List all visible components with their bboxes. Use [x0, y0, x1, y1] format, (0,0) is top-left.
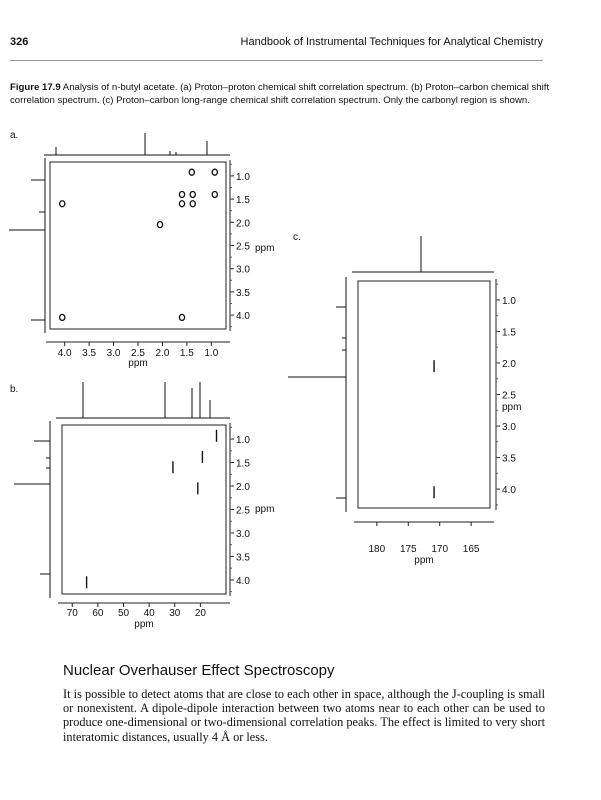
panel-b-y-tick-label: 2.5 [236, 505, 250, 517]
panel-c-top-spectrum [352, 236, 494, 272]
panel-a-x-tick-label: 2.5 [131, 348, 145, 359]
section-title: Nuclear Overhauser Effect Spectroscopy [63, 662, 335, 679]
panel-a-y-tick-label: 1.5 [236, 195, 250, 207]
panel-a-cross-peak [212, 191, 217, 197]
panel-a-cross-peak [179, 314, 184, 320]
panel-c-y-tick-label: 3.5 [502, 453, 516, 465]
panel-a-x-unit: ppm [128, 358, 148, 369]
panel-a-cross-peak [190, 191, 195, 197]
panel-a-cross-peak [157, 222, 162, 228]
panel-a-y-tick-label: 3.0 [236, 264, 250, 276]
panel-a-cross-peak [60, 314, 65, 320]
panel-a-y-tick-label: 3.5 [236, 287, 250, 299]
panel-b-y-tick-label: 4.0 [236, 575, 250, 587]
panel-a-y-tick-label: 2.5 [236, 241, 250, 253]
panel-a-x-tick-label: 3.5 [82, 348, 97, 359]
panel-c-frame [358, 281, 490, 508]
panel-a-side-spectrum [9, 158, 45, 333]
panel-a-cross-peak [60, 201, 65, 207]
panel-b-x-tick-label: 20 [194, 608, 206, 619]
panel-b-x-tick-label: 70 [66, 608, 78, 619]
panel-a-cross-peak [190, 201, 195, 207]
panel-b-y-tick-label: 3.0 [236, 528, 250, 540]
panel-b-side-spectrum [14, 421, 50, 598]
panel-a-x-tick-label: 4.0 [57, 348, 72, 359]
panel-b-x-tick-label: 40 [143, 608, 155, 619]
panel-a-cross-peak [189, 169, 194, 175]
panel-a-x-tick-label: 1.5 [179, 348, 194, 359]
panel-c-x-tick-label: 175 [399, 544, 417, 555]
panel-label-c: c. [293, 232, 301, 243]
panel-c-x-tick-label: 165 [462, 544, 480, 555]
panel-a-x-tick-label: 2.0 [155, 348, 170, 359]
panel-c-y-tick-label: 3.0 [502, 422, 516, 434]
panel-b-y-tick-label: 3.5 [236, 552, 250, 564]
panel-c-x-tick-label: 170 [431, 544, 449, 555]
panel-c-y-tick-label: 1.5 [502, 327, 516, 339]
panel-a-cross-peak [179, 201, 184, 207]
panel-c-y-tick-label: 2.0 [502, 358, 516, 370]
panel-a-x-tick-label: 3.0 [106, 348, 121, 359]
panel-a-x-tick-label: 1.0 [204, 348, 219, 359]
panel-a-y-tick-label: 1.0 [236, 171, 250, 183]
panel-c-y-tick-label: 1.0 [502, 295, 516, 307]
panel-b-top-spectrum [56, 382, 230, 418]
panel-a-cross-peak [179, 191, 184, 197]
panel-c-y-unit: ppm [502, 402, 522, 413]
caption-text: Analysis of n-butyl acetate. (a) Proton–proton chemical shift correlation spectrum. (b) Proton–carbon chemical shift correlation spectrum. (c) Proton–carbon long-range chemical shift correlation spectrum. Only the carbonyl region is shown. [10, 82, 550, 106]
panel-b-x-tick-label: 60 [92, 608, 104, 619]
panel-b-x-unit: ppm [134, 619, 154, 630]
panel-b-x-tick-label: 30 [169, 608, 181, 619]
panel-a-cross-peak [212, 169, 217, 175]
panel-a-y-tick-label: 2.0 [236, 218, 250, 230]
panel-b-x-tick-label: 50 [117, 608, 130, 619]
panel-b-y-tick-label: 1.0 [236, 435, 250, 447]
panel-b-frame [62, 425, 226, 594]
panel-a-top-spectrum [44, 133, 230, 155]
panel-c-x-tick-label: 180 [368, 544, 386, 555]
panel-b-y-unit: ppm [255, 504, 275, 515]
panel-label-b: b. [10, 384, 19, 395]
panel-label-a: a. [10, 130, 19, 141]
running-header: Handbook of Instrumental Techniques for Analytical Chemistry [240, 36, 543, 48]
panel-a-y-tick-label: 4.0 [236, 311, 250, 323]
figure-label: Figure 17.9 [10, 82, 61, 93]
body-paragraph: It is possible to detect atoms that are close to each other in space, although the J-coupling is small or nonexistent. A dipole-dipole interaction between two atoms near to each other can be used to produce one-dimensional or two-dimensional correlation peaks. The effect is limited to very short interatomic distances, usually 4 Å or less. [63, 687, 545, 744]
page-number: 326 [10, 36, 29, 48]
panel-b-y-tick-label: 1.5 [236, 458, 250, 470]
panel-c-y-tick-label: 4.0 [502, 485, 516, 497]
panel-a-frame [50, 162, 226, 329]
panel-c-y-tick-label: 2.5 [502, 390, 516, 402]
panel-b-y-tick-label: 2.0 [236, 482, 250, 494]
panel-c-side-spectrum [288, 277, 346, 512]
panel-c-x-unit: ppm [414, 555, 434, 566]
panel-a-y-unit: ppm [255, 243, 275, 254]
